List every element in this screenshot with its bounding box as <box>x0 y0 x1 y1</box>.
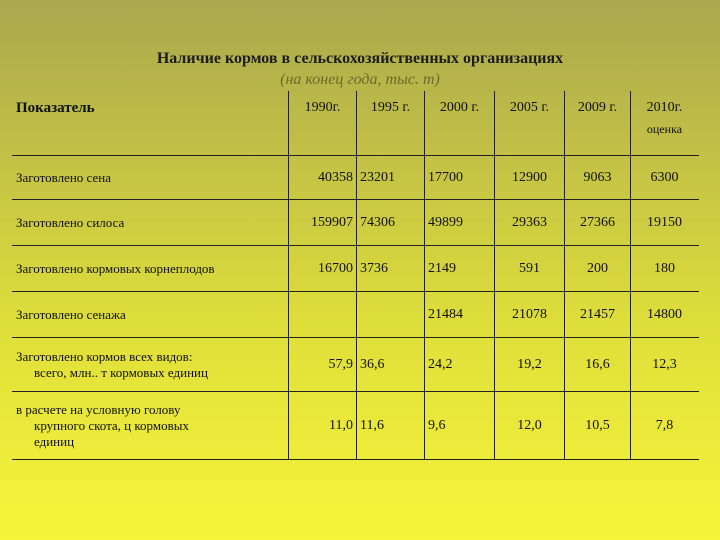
cell-value: 6300 <box>631 156 699 200</box>
row-label-line: Заготовлено кормов всех видов: <box>16 348 193 364</box>
header-year-2009: 2009 г. <box>565 92 631 156</box>
cell-value <box>357 292 425 338</box>
cell-value: 200 <box>565 246 631 292</box>
cell-value: 14800 <box>631 292 699 338</box>
cell-value: 3736 <box>357 246 425 292</box>
header-year-2000: 2000 г. <box>425 92 495 156</box>
cell-value: 12,0 <box>495 392 565 460</box>
feed-table <box>12 91 699 460</box>
cell-value: 74306 <box>357 200 425 246</box>
header-year-2005: 2005 г. <box>495 92 565 156</box>
cell-value: 11,0 <box>289 392 357 460</box>
table-row <box>13 200 699 246</box>
header-row <box>13 92 699 156</box>
cell-value: 27366 <box>565 200 631 246</box>
header-year-1990: 1990г. <box>289 92 357 156</box>
table-row <box>13 246 699 292</box>
row-label: Заготовлено сена <box>13 156 289 200</box>
cell-value <box>289 292 357 338</box>
cell-value: 9,6 <box>425 392 495 460</box>
row-label-line: в расчете на условную голову <box>16 401 181 417</box>
header-indicator: Показатель <box>13 92 289 156</box>
cell-value: 21457 <box>565 292 631 338</box>
row-label: Заготовлено кормовых корнеплодов <box>13 246 289 292</box>
cell-value: 23201 <box>357 156 425 200</box>
cell-value: 12900 <box>495 156 565 200</box>
cell-value: 21484 <box>425 292 495 338</box>
row-label: Заготовлено сенажа <box>13 292 289 338</box>
table-row <box>13 392 699 460</box>
table-row <box>13 156 699 200</box>
row-label <box>13 392 289 460</box>
cell-value: 49899 <box>425 200 495 246</box>
cell-value: 2149 <box>425 246 495 292</box>
page-subtitle: (на конец года, тыс. т) <box>280 71 440 88</box>
cell-value: 16,6 <box>565 338 631 392</box>
header-year-2010-label: 2010г. <box>646 100 683 115</box>
cell-value: 40358 <box>289 156 357 200</box>
row-label: Заготовлено силоса <box>13 200 289 246</box>
cell-value: 36,6 <box>357 338 425 392</box>
cell-value: 57,9 <box>289 338 357 392</box>
row-label-line: единиц <box>34 433 75 449</box>
cell-value: 16700 <box>289 246 357 292</box>
cell-value: 7,8 <box>631 392 699 460</box>
cell-value: 159907 <box>289 200 357 246</box>
row-label-line: всего, млн.. т кормовых единиц <box>34 364 208 380</box>
cell-value: 21078 <box>495 292 565 338</box>
cell-value: 17700 <box>425 156 495 200</box>
cell-value: 24,2 <box>425 338 495 392</box>
cell-value: 19,2 <box>495 338 565 392</box>
header-year-2010 <box>631 92 699 156</box>
cell-value: 12,3 <box>631 338 699 392</box>
cell-value: 29363 <box>495 200 565 246</box>
cell-value: 19150 <box>631 200 699 246</box>
table-row <box>13 338 699 392</box>
cell-value: 591 <box>495 246 565 292</box>
cell-value: 9063 <box>565 156 631 200</box>
header-year-2010-note: оценка <box>646 122 683 136</box>
header-year-1995: 1995 г. <box>357 92 425 156</box>
table-row <box>13 292 699 338</box>
cell-value: 10,5 <box>565 392 631 460</box>
cell-value: 180 <box>631 246 699 292</box>
cell-value: 11,6 <box>357 392 425 460</box>
row-label-line: крупного скота, ц кормовых <box>34 417 189 433</box>
row-label <box>13 338 289 392</box>
page-title: Наличие кормов в сельскохозяйственных организациях <box>156 50 564 67</box>
